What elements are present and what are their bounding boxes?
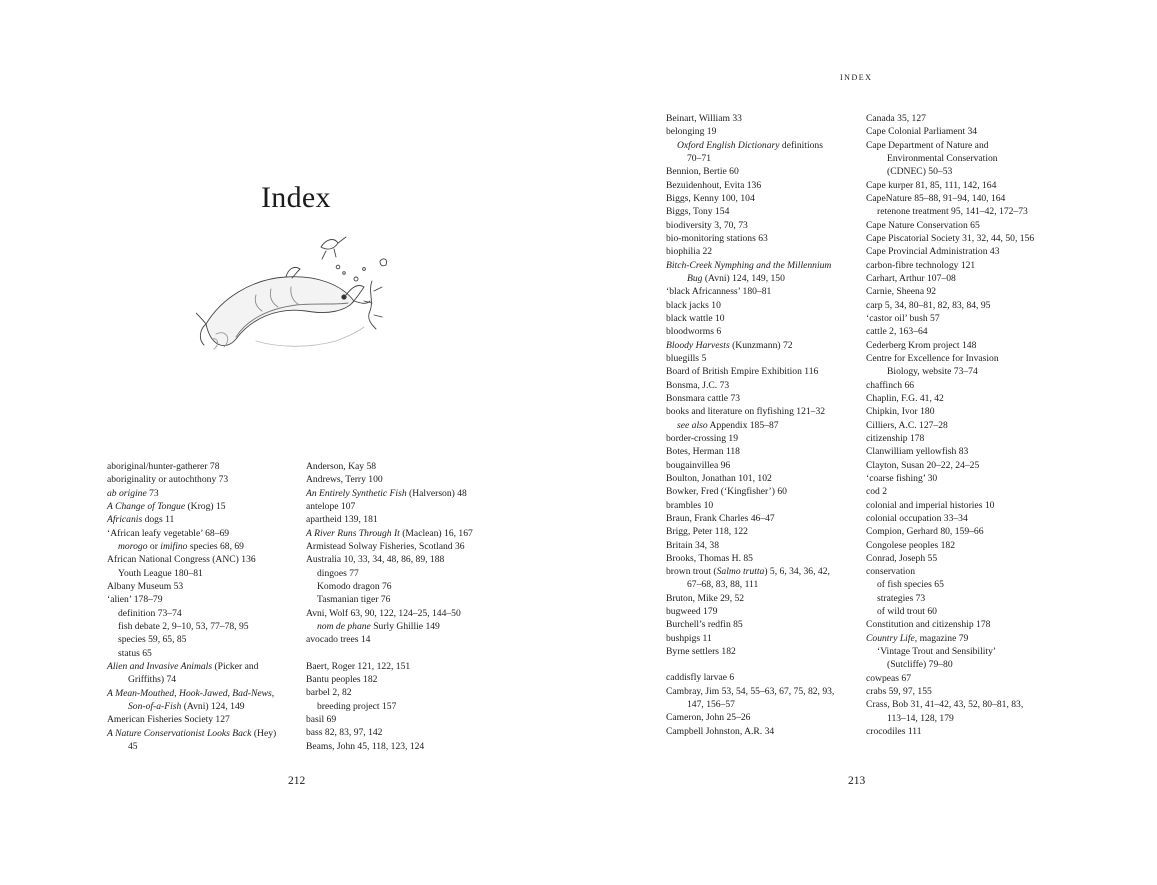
index-entry: Cape Piscatorial Society 31, 32, 44, 50, 156	[866, 232, 1035, 244]
index-entry: An Entirely Synthetic Fish (Halverson) 48	[306, 487, 467, 499]
index-entry: belonging 19	[666, 126, 717, 138]
index-entry: Bitch-Creek Nymphing and the Millennium	[666, 259, 832, 271]
index-entry: Anderson, Kay 58	[306, 461, 377, 472]
index-entry: Campbell Johnston, A.R. 34	[666, 725, 775, 737]
index-entry: of wild trout 60	[877, 606, 937, 618]
index-entry: Board of British Empire Exhibition 116	[666, 366, 819, 378]
index-entry: Cape Provincial Administration 43	[866, 246, 1000, 258]
index-entry: Beams, John 45, 118, 123, 124	[306, 740, 425, 752]
right-page	[578, 0, 1157, 885]
index-entry: ‘castor oil’ bush 57	[866, 312, 940, 324]
index-entry: African National Congress (ANC) 136	[107, 554, 256, 566]
index-entry: Biggs, Kenny 100, 104	[666, 192, 755, 204]
index-entry: Avni, Wolf 63, 90, 122, 124–25, 144–50	[306, 607, 461, 619]
index-entry: chaffinch 66	[866, 379, 915, 391]
index-entry: Brooks, Thomas H. 85	[666, 552, 753, 564]
index-entry: Clayton, Susan 20–22, 24–25	[866, 459, 980, 471]
index-entry: Conrad, Joseph 55	[866, 552, 938, 564]
index-entry: avocado trees 14	[306, 634, 371, 646]
index-entry: aboriginality or autochthony 73	[107, 474, 229, 486]
index-entry: Andrews, Terry 100	[306, 474, 383, 486]
index-entry: Clanwilliam yellowfish 83	[866, 446, 969, 458]
index-entry: Baert, Roger 121, 122, 151	[306, 660, 411, 672]
index-column-left-1	[107, 460, 276, 753]
index-entry: citizenship 178	[866, 432, 925, 444]
index-entry: Tasmanian tiger 76	[317, 594, 391, 606]
index-entry: Griffiths) 74	[128, 674, 177, 686]
index-entry: strategies 73	[877, 592, 926, 604]
index-entry: 113–14, 128, 179	[887, 712, 954, 724]
index-entry: Boulton, Jonathan 101, 102	[666, 472, 772, 484]
index-entry: breeding project 157	[317, 700, 397, 712]
index-entry: ‘alien’ 178–79	[107, 594, 163, 606]
index-entry: books and literature on flyfishing 121–32	[666, 406, 826, 418]
index-entry: nom de phane Surly Ghillie 149	[317, 620, 440, 632]
index-entry: of fish species 65	[877, 579, 944, 591]
index-entry: Cilliers, A.C. 127–28	[866, 419, 948, 431]
index-entry: definition 73–74	[118, 607, 182, 619]
index-entry: ‘coarse fishing’ 30	[866, 472, 938, 484]
index-entry: see also Appendix 185–87	[677, 419, 779, 431]
index-entry: black wattle 10	[666, 312, 725, 324]
index-entry: Carhart, Arthur 107–08	[866, 272, 956, 284]
index-entry: Bonsma, J.C. 73	[666, 379, 730, 391]
index-entry: crabs 59, 97, 155	[866, 686, 932, 698]
index-entry: bloodworms 6	[666, 326, 722, 338]
index-entry: Albany Museum 53	[107, 580, 184, 592]
index-entry: Bezuidenhout, Evita 136	[666, 179, 762, 191]
index-entry: bluegills 5	[666, 352, 707, 364]
index-entry: Bonsmara cattle 73	[666, 392, 741, 404]
index-entry: A River Runs Through It (Maclean) 16, 167	[306, 527, 473, 539]
index-entry: Armistead Solway Fisheries, Scotland 36	[306, 540, 465, 552]
index-entry: Environmental Conservation	[887, 152, 998, 164]
index-entry: A Change of Tongue (Krog) 15	[107, 500, 226, 512]
index-entry: Chipkin, Ivor 180	[866, 406, 935, 418]
index-entry: conservation	[866, 566, 916, 578]
index-entry: carp 5, 34, 80–81, 82, 83, 84, 95	[866, 299, 991, 311]
index-entry: apartheid 139, 181	[306, 514, 378, 526]
index-entry: antelope 107	[306, 500, 356, 512]
index-entry: black jacks 10	[666, 299, 721, 311]
index-entry: retenone treatment 95, 141–42, 172–73	[877, 206, 1028, 218]
index-entry: aboriginal/hunter-gatherer 78	[107, 461, 220, 472]
page-number-left: 212	[288, 775, 306, 787]
index-entry: ‘Vintage Trout and Sensibility’	[877, 646, 997, 658]
index-entry: Bruton, Mike 29, 52	[666, 592, 745, 604]
index-entry: colonial occupation 33–34	[866, 512, 968, 524]
fish-sketch-illustration	[196, 229, 392, 359]
index-entry: species 59, 65, 85	[118, 634, 187, 646]
index-entry: Crass, Bob 31, 41–42, 43, 52, 80–81, 83,	[866, 699, 1024, 711]
index-entry: Bantu peoples 182	[306, 673, 378, 685]
index-entry: Son-of-a-Fish (Avni) 124, 149	[128, 700, 245, 712]
index-entry: cowpeas 67	[866, 672, 912, 684]
index-entry: ab origine 73	[107, 487, 159, 499]
index-entry: A Mean-Mouthed, Hook-Jawed, Bad-News,	[107, 687, 275, 699]
index-entry: Cederberg Krom project 148	[866, 339, 977, 351]
page-number-right: 213	[848, 775, 866, 787]
index-entry: cattle 2, 163–64	[866, 326, 928, 338]
page-title: Index	[261, 181, 331, 214]
index-entry: Byrne settlers 182	[666, 646, 736, 658]
index-entry: Braun, Frank Charles 46–47	[666, 512, 775, 524]
index-entry: cod 2	[866, 486, 888, 498]
index-entry: bugweed 179	[666, 606, 718, 618]
index-entry: Cape Nature Conservation 65	[866, 219, 980, 231]
index-entry: basil 69	[306, 713, 337, 725]
index-entry: Bug (Avni) 124, 149, 150	[687, 272, 785, 284]
index-entry: biophilia 22	[666, 246, 713, 258]
index-entry: Komodo dragon 76	[317, 580, 392, 592]
index-column-right-2	[866, 112, 1034, 738]
index-entry: Burchell’s redfin 85	[666, 619, 743, 631]
index-entry: border-crossing 19	[666, 432, 739, 444]
index-entry: status 65	[118, 647, 152, 659]
index-entry: ‘black Africanness’ 180–81	[666, 286, 772, 298]
index-entry: brown trout (Salmo trutta) 5, 6, 34, 36, 42,	[666, 566, 830, 578]
left-page	[0, 0, 578, 885]
index-entry: ‘African leafy vegetable’ 68–69	[107, 527, 230, 539]
index-entry: Congolese peoples 182	[866, 539, 955, 551]
index-entry: Cape Colonial Parliament 34	[866, 126, 978, 138]
index-entry: Canada 35, 127	[866, 113, 926, 124]
index-entry: A Nature Conservationist Looks Back (Hey)	[107, 727, 277, 739]
index-entry: Biggs, Tony 154	[666, 206, 730, 218]
running-head: index	[840, 71, 873, 83]
index-entry: bio-monitoring stations 63	[666, 232, 768, 244]
index-entry: bushpigs 11	[666, 632, 712, 644]
index-entry: (CDNEC) 50–53	[887, 166, 953, 178]
index-entry: American Fisheries Society 127	[107, 714, 230, 726]
index-entry: 70–71	[687, 152, 711, 164]
index-entry: Compion, Gerhard 80, 159–66	[866, 526, 984, 538]
index-entry: Bennion, Bertie 60	[666, 166, 739, 178]
index-entry: Youth League 180–81	[118, 567, 203, 579]
index-entry: caddisfly larvae 6	[666, 672, 735, 684]
index-entry: Chaplin, F.G. 41, 42	[866, 392, 944, 404]
index-column-left-2	[306, 460, 473, 753]
index-entry: Oxford English Dictionary definitions	[677, 139, 823, 151]
index-entry: (Sutcliffe) 79–80	[887, 659, 953, 671]
index-entry: CapeNature 85–88, 91–94, 140, 164	[866, 192, 1006, 204]
index-entry: Australia 10, 33, 34, 48, 86, 89, 188	[306, 554, 445, 566]
index-column-right-1	[666, 112, 834, 738]
index-entry: morogo or imifino species 68, 69	[118, 540, 244, 552]
index-entry: Beinart, William 33	[666, 113, 742, 124]
index-entry: fish debate 2, 9–10, 53, 77–78, 95	[118, 620, 249, 632]
index-entry: Cameron, John 25–26	[666, 712, 751, 724]
index-entry: Biology, website 73–74	[887, 366, 978, 378]
index-entry: Bloody Harvests (Kunzmann) 72	[666, 339, 793, 351]
index-entry: bass 82, 83, 97, 142	[306, 727, 383, 739]
index-entry: Alien and Invasive Animals (Picker and	[107, 660, 259, 672]
index-entry: 147, 156–57	[687, 699, 735, 711]
index-entry: Country Life, magazine 79	[866, 632, 969, 644]
index-entry: Constitution and citizenship 178	[866, 619, 991, 631]
index-entry: Cape Department of Nature and	[866, 139, 989, 151]
index-entry: colonial and imperial histories 10	[866, 499, 995, 511]
index-entry: Centre for Excellence for Invasion	[866, 352, 999, 364]
index-entry: dingoes 77	[317, 567, 359, 579]
index-entry: 45	[128, 740, 138, 752]
index-entry: 67–68, 83, 88, 111	[687, 579, 759, 591]
index-entry: Carnie, Sheena 92	[866, 286, 937, 298]
index-entry: Botes, Herman 118	[666, 446, 740, 458]
index-entry: Cape kurper 81, 85, 111, 142, 164	[866, 179, 997, 191]
index-entry: barbel 2, 82	[306, 687, 352, 699]
index-entry: Brigg, Peter 118, 122	[666, 526, 748, 538]
index-entry: Africanis dogs 11	[107, 514, 175, 526]
index-entry: crocodiles 111	[866, 726, 922, 738]
index-entry: Cambray, Jim 53, 54, 55–63, 67, 75, 82, 93,	[666, 685, 835, 697]
index-entry: brambles 10	[666, 499, 714, 511]
index-entry: biodiversity 3, 70, 73	[666, 219, 748, 231]
index-entry: carbon-fibre technology 121	[866, 259, 976, 271]
index-entry: Britain 34, 38	[666, 539, 720, 551]
index-entry: bougainvillea 96	[666, 459, 731, 471]
index-entry: Bowker, Fred (‘Kingfisher’) 60	[666, 486, 787, 498]
